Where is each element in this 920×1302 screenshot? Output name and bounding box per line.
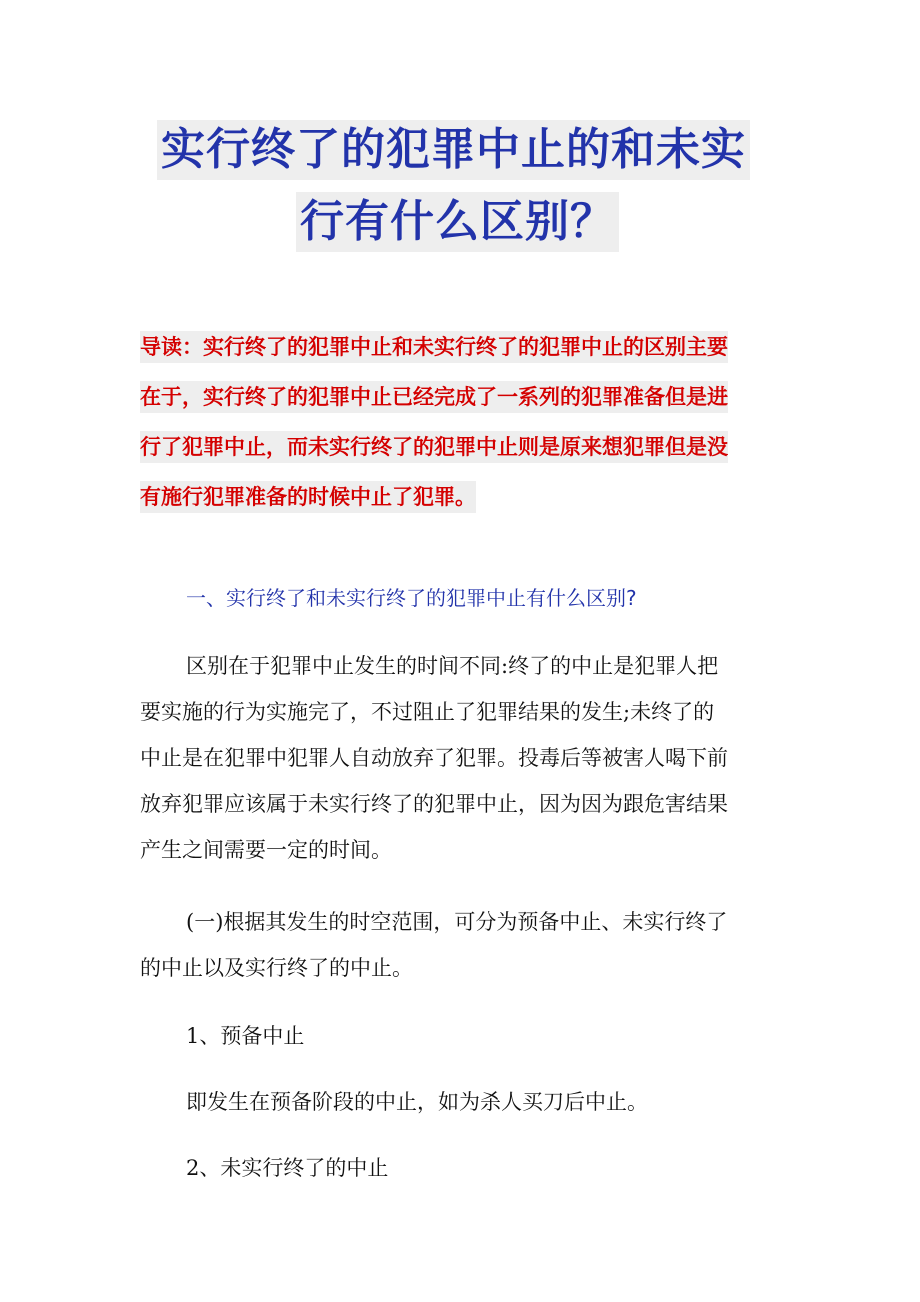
section-heading: 一、实行终了和未实行终了的犯罪中止有什么区别? — [186, 586, 637, 610]
paragraph-line: 区别在于犯罪中止发生的时间不同:终了的中止是犯罪人把 — [186, 654, 719, 678]
item-body-text: 即发生在预备阶段的中止，如为杀人买刀后中止。 — [186, 1090, 648, 1114]
item-title-text: 2、未实行终了的中止 — [186, 1156, 389, 1180]
paragraph-line: 的中止以及实行终了的中止。 — [140, 956, 413, 980]
lead-line: 在于，实行终了的犯罪中止已经完成了一系列的犯罪准备但是进 — [140, 372, 785, 422]
paragraph-line: 产生之间需要一定的时间。 — [140, 838, 392, 862]
item-1-text — [140, 1079, 785, 1125]
item-title-text: 1、预备中止 — [186, 1024, 305, 1048]
paragraph-line: 放弃犯罪应该属于未实行终了的犯罪中止，因为因为跟危害结果 — [140, 792, 728, 816]
item-2-title — [140, 1145, 785, 1191]
item-1-title — [140, 1013, 785, 1059]
document-title-line-1: 实行终了的犯罪中止的和未实 — [157, 120, 750, 180]
paragraph-line: (一)根据其发生的时空范围，可分为预备中止、未实行终了 — [186, 910, 728, 934]
lead-summary — [140, 322, 785, 522]
lead-line: 导读：实行终了的犯罪中止和未实行终了的犯罪中止的区别主要 — [140, 322, 785, 372]
lead-line: 有施行犯罪准备的时候中止了犯罪。 — [140, 472, 785, 522]
lead-line: 行了犯罪中止，而未实行终了的犯罪中止则是原来想犯罪但是没 — [140, 422, 785, 472]
paragraph-line: 中止是在犯罪中犯罪人自动放弃了犯罪。投毒后等被害人喝下前 — [140, 746, 728, 770]
paragraph-line: 要实施的行为实施完了，不过阻止了犯罪结果的发生;未终了的 — [140, 700, 715, 724]
paragraph-difference — [140, 643, 785, 873]
paragraph-classification — [140, 899, 785, 991]
document-title-line-2: 行有什么区别？ — [296, 192, 619, 252]
